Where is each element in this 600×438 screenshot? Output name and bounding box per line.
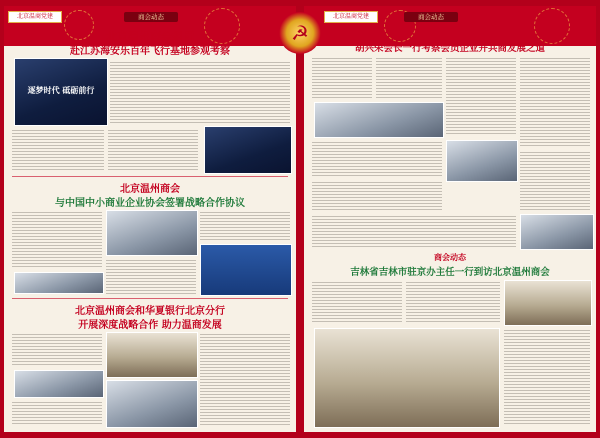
section-label: 商会动态 bbox=[404, 12, 458, 22]
firework-decoration-icon bbox=[534, 8, 570, 44]
r-article1-text-block-7 bbox=[312, 180, 442, 210]
right-page bbox=[304, 6, 596, 432]
r-article1-photo-2 bbox=[446, 140, 518, 182]
article3-photo-3 bbox=[106, 380, 198, 428]
photo-caption: 逐梦时代 砥砺前行 bbox=[27, 85, 95, 96]
article1-text-block-3 bbox=[108, 128, 198, 172]
r-article2-title: 吉林省吉林市驻京办主任一行到访北京温州商会 bbox=[350, 267, 550, 278]
r-article1-text-block-2 bbox=[376, 56, 442, 100]
r-article1-title: 胡兴荣会长一行考察会员企业并共商发展之道 bbox=[354, 43, 545, 54]
article2-photo-1 bbox=[106, 210, 198, 256]
header-box: 北京温商党建 bbox=[324, 11, 378, 23]
article1-title-line2: 赴江苏海安乐百年飞行基地参观考察 bbox=[70, 46, 230, 57]
r-article1-text-block-4 bbox=[520, 56, 590, 146]
section-label: 商会动态 bbox=[124, 12, 178, 22]
r-article1-text-block-3 bbox=[446, 56, 516, 136]
article3-photo-1 bbox=[106, 332, 198, 378]
article3-title-line2: 开展深度战略合作 助力温商发展 bbox=[78, 320, 222, 331]
left-page bbox=[4, 6, 296, 432]
article2-text-block-3 bbox=[106, 258, 196, 294]
r-article1-text-block-5 bbox=[312, 140, 442, 176]
r-article2-text-block bbox=[312, 280, 402, 324]
article3-text-block-3 bbox=[12, 400, 102, 426]
divider bbox=[12, 298, 288, 299]
r-article2-text-block-2 bbox=[406, 280, 500, 324]
article2-photo-2 bbox=[200, 244, 292, 296]
r-article1-photo-1 bbox=[314, 102, 444, 138]
r-article2-photo-main bbox=[314, 328, 500, 428]
article2-title-line1: 北京温州商会 bbox=[120, 184, 180, 195]
r-article1-photo-3 bbox=[520, 214, 594, 250]
r-article2-text-block-3 bbox=[504, 328, 590, 426]
divider bbox=[12, 176, 288, 177]
article2-title-line2: 与中国中小商业企业协会签署战略合作协议 bbox=[55, 198, 245, 209]
article2-text-block-2 bbox=[200, 210, 290, 240]
r-article1-text-block-8 bbox=[312, 214, 516, 248]
article3-title-line1: 北京温州商会和华夏银行北京分行 bbox=[75, 306, 225, 317]
r-article2-section-label: 商会动态 bbox=[434, 252, 466, 262]
article1-photo-2 bbox=[204, 126, 292, 174]
article3-photo-2 bbox=[14, 370, 104, 398]
article2-photo-3 bbox=[14, 272, 104, 294]
article3-text-block-2 bbox=[200, 332, 290, 426]
article1-text-block bbox=[110, 60, 290, 124]
article1-text-block-2 bbox=[12, 128, 104, 172]
article1-title-line1: 北京温州商会组团 bbox=[106, 30, 194, 43]
party-emblem-icon: ☭ bbox=[279, 12, 321, 54]
article2-text-block bbox=[12, 210, 102, 268]
article1-photo-main bbox=[14, 58, 108, 126]
r-article1-text-block bbox=[312, 56, 372, 100]
article3-text-block bbox=[12, 332, 102, 366]
header-box: 北京温商党建 bbox=[8, 11, 62, 23]
r-article1-text-block-6 bbox=[520, 150, 590, 210]
r-article2-photo-1 bbox=[504, 280, 592, 326]
